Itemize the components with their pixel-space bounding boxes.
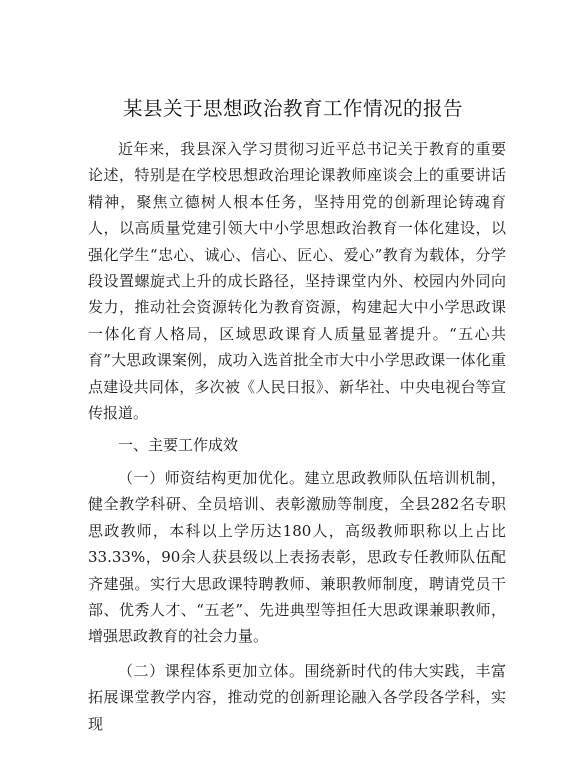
subsection-paragraph-teachers: （一）师资结构更加优化。建立思政教师队伍培训机制，健全教学科研、全员培训、表彰激励等制度，全县282名专职思政教师，本科以上学历达180人，高级教师职称以上占比33.33%，90余人获县级以上表扬表彰，思政专任教师队伍配齐建强。实行大思政课特聘教师、兼职教师制度，聘请党员干部、优秀人才、“五老”、先进典型等担任大思政课兼职教师，增强思政教育的社会力量。 [88,468,506,646]
document-body [88,136,506,737]
intro-paragraph: 近年来，我县深入学习贯彻习近平总书记关于教育的重要论述，特别是在学校思想政治理论课教师座谈会上的重要讲话精神，聚焦立德树人根本任务，坚持用党的创新理论铸魂育人，以高质量党建引领大中小学思想政治教育一体化建设，以强化学生“忠心、诚心、信心、匠心、爱心”教育为载体，分学段设置螺旋式上升的成长路径，坚持课堂内外、校园内外同向发力，推动社会资源转化为教育资源，构建起大中小学思政课一体化育人格局，区域思政课育人质量显著提升。“五心共育”大思政课案例，成功入选首批全市大中小学思政课一体化重点建设共同体，多次被《人民日报》、新华社、中央电视台等宣传报道。 [88,140,506,423]
document-title: 某县关于思想政治教育工作情况的报告 [122,97,463,120]
subsection-paragraph-curriculum: （二）课程体系更加立体。围绕新时代的伟大实践，丰富拓展课堂教学内容，推动党的创新理论融入各学段各学科，实现 [88,661,506,733]
section-heading: 一、主要工作成效 [118,436,239,455]
